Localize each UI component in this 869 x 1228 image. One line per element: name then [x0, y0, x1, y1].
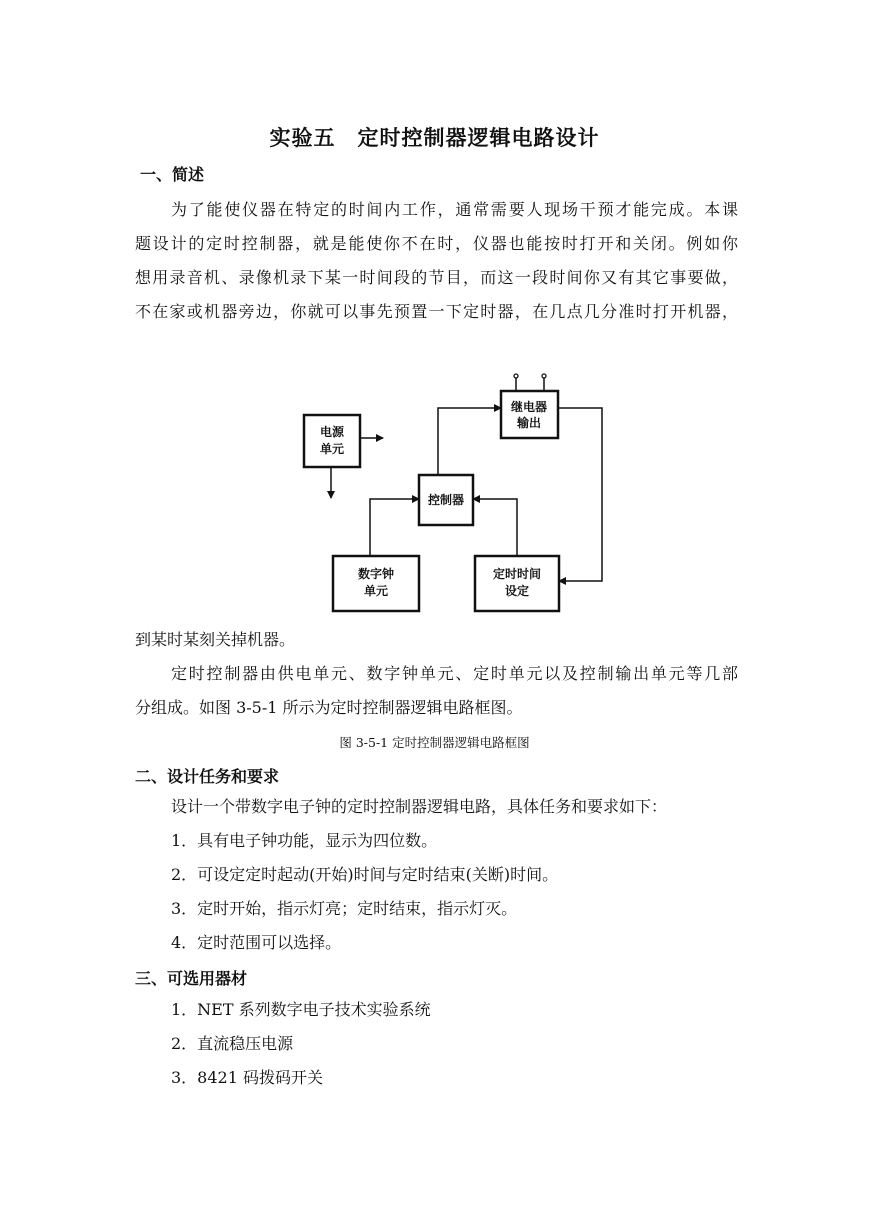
section-heading-tasks: 二、设计任务和要求	[135, 767, 280, 786]
section-intro: 设计一个带数字电子钟的定时控制器逻辑电路，具体任务和要求如下：	[171, 797, 668, 816]
list-item: 1．NET 系列数字电子技术实验系统	[171, 1000, 431, 1019]
paragraph-line: 到某时某刻关掉机器。	[135, 630, 296, 649]
block-diagram	[290, 364, 630, 626]
power-unit-label-2: 单元	[319, 442, 345, 456]
list-item: 3．定时开始，指示灯亮；定时结束，指示灯灭。	[171, 899, 518, 918]
figure-caption: 图 3-5-1 定时控制器逻辑电路框图	[339, 735, 530, 750]
timer-setting-label-1: 定时时间	[492, 567, 542, 581]
paragraph-line: 想用录音机、录像机录下某一时间段的节目，而这一段时间你又有其它事要做，	[135, 268, 738, 287]
clock-unit-label-2: 单元	[363, 584, 389, 598]
relay-output-box	[501, 391, 558, 438]
paragraph-line: 不在家或机器旁边，你就可以事先预置一下定时器，在几点几分准时打开机器，	[135, 302, 738, 321]
list-item: 2．可设定定时起动(开始)时间与定时结束(关断)时间。	[171, 865, 559, 884]
document-title: 实验五 定时控制器逻辑电路设计	[269, 126, 600, 150]
list-item: 2．直流稳压电源	[171, 1034, 294, 1053]
section-heading-overview: 一、简述	[140, 165, 205, 184]
timer-setting-label-2: 设定	[504, 584, 530, 598]
power-unit-label-1: 电源	[319, 425, 345, 439]
paragraph-line: 为了能使仪器在特定的时间内工作，通常需要人现场干预才能完成。本课	[171, 200, 738, 219]
list-item: 4．定时范围可以选择。	[171, 933, 342, 952]
relay-output-label-1: 继电器	[510, 400, 548, 414]
list-item: 3．8421 码拨码开关	[171, 1068, 323, 1087]
power-unit-box	[304, 415, 360, 467]
section-heading-equipment: 三、可选用器材	[135, 969, 248, 988]
controller-label: 控制器	[427, 493, 465, 507]
paragraph-line: 定时控制器由供电单元、数字钟单元、定时单元以及控制输出单元等几部	[171, 664, 738, 683]
paragraph-line: 题设计的定时控制器，就是能使你不在时，仪器也能按时打开和关闭。例如你	[135, 234, 738, 253]
relay-output-label-2: 输出	[516, 416, 542, 430]
list-item: 1．具有电子钟功能，显示为四位数。	[171, 831, 438, 850]
clock-unit-label-1: 数字钟	[357, 567, 395, 581]
paragraph-line: 分组成。如图 3-5-1 所示为定时控制器逻辑电路框图。	[135, 698, 523, 717]
